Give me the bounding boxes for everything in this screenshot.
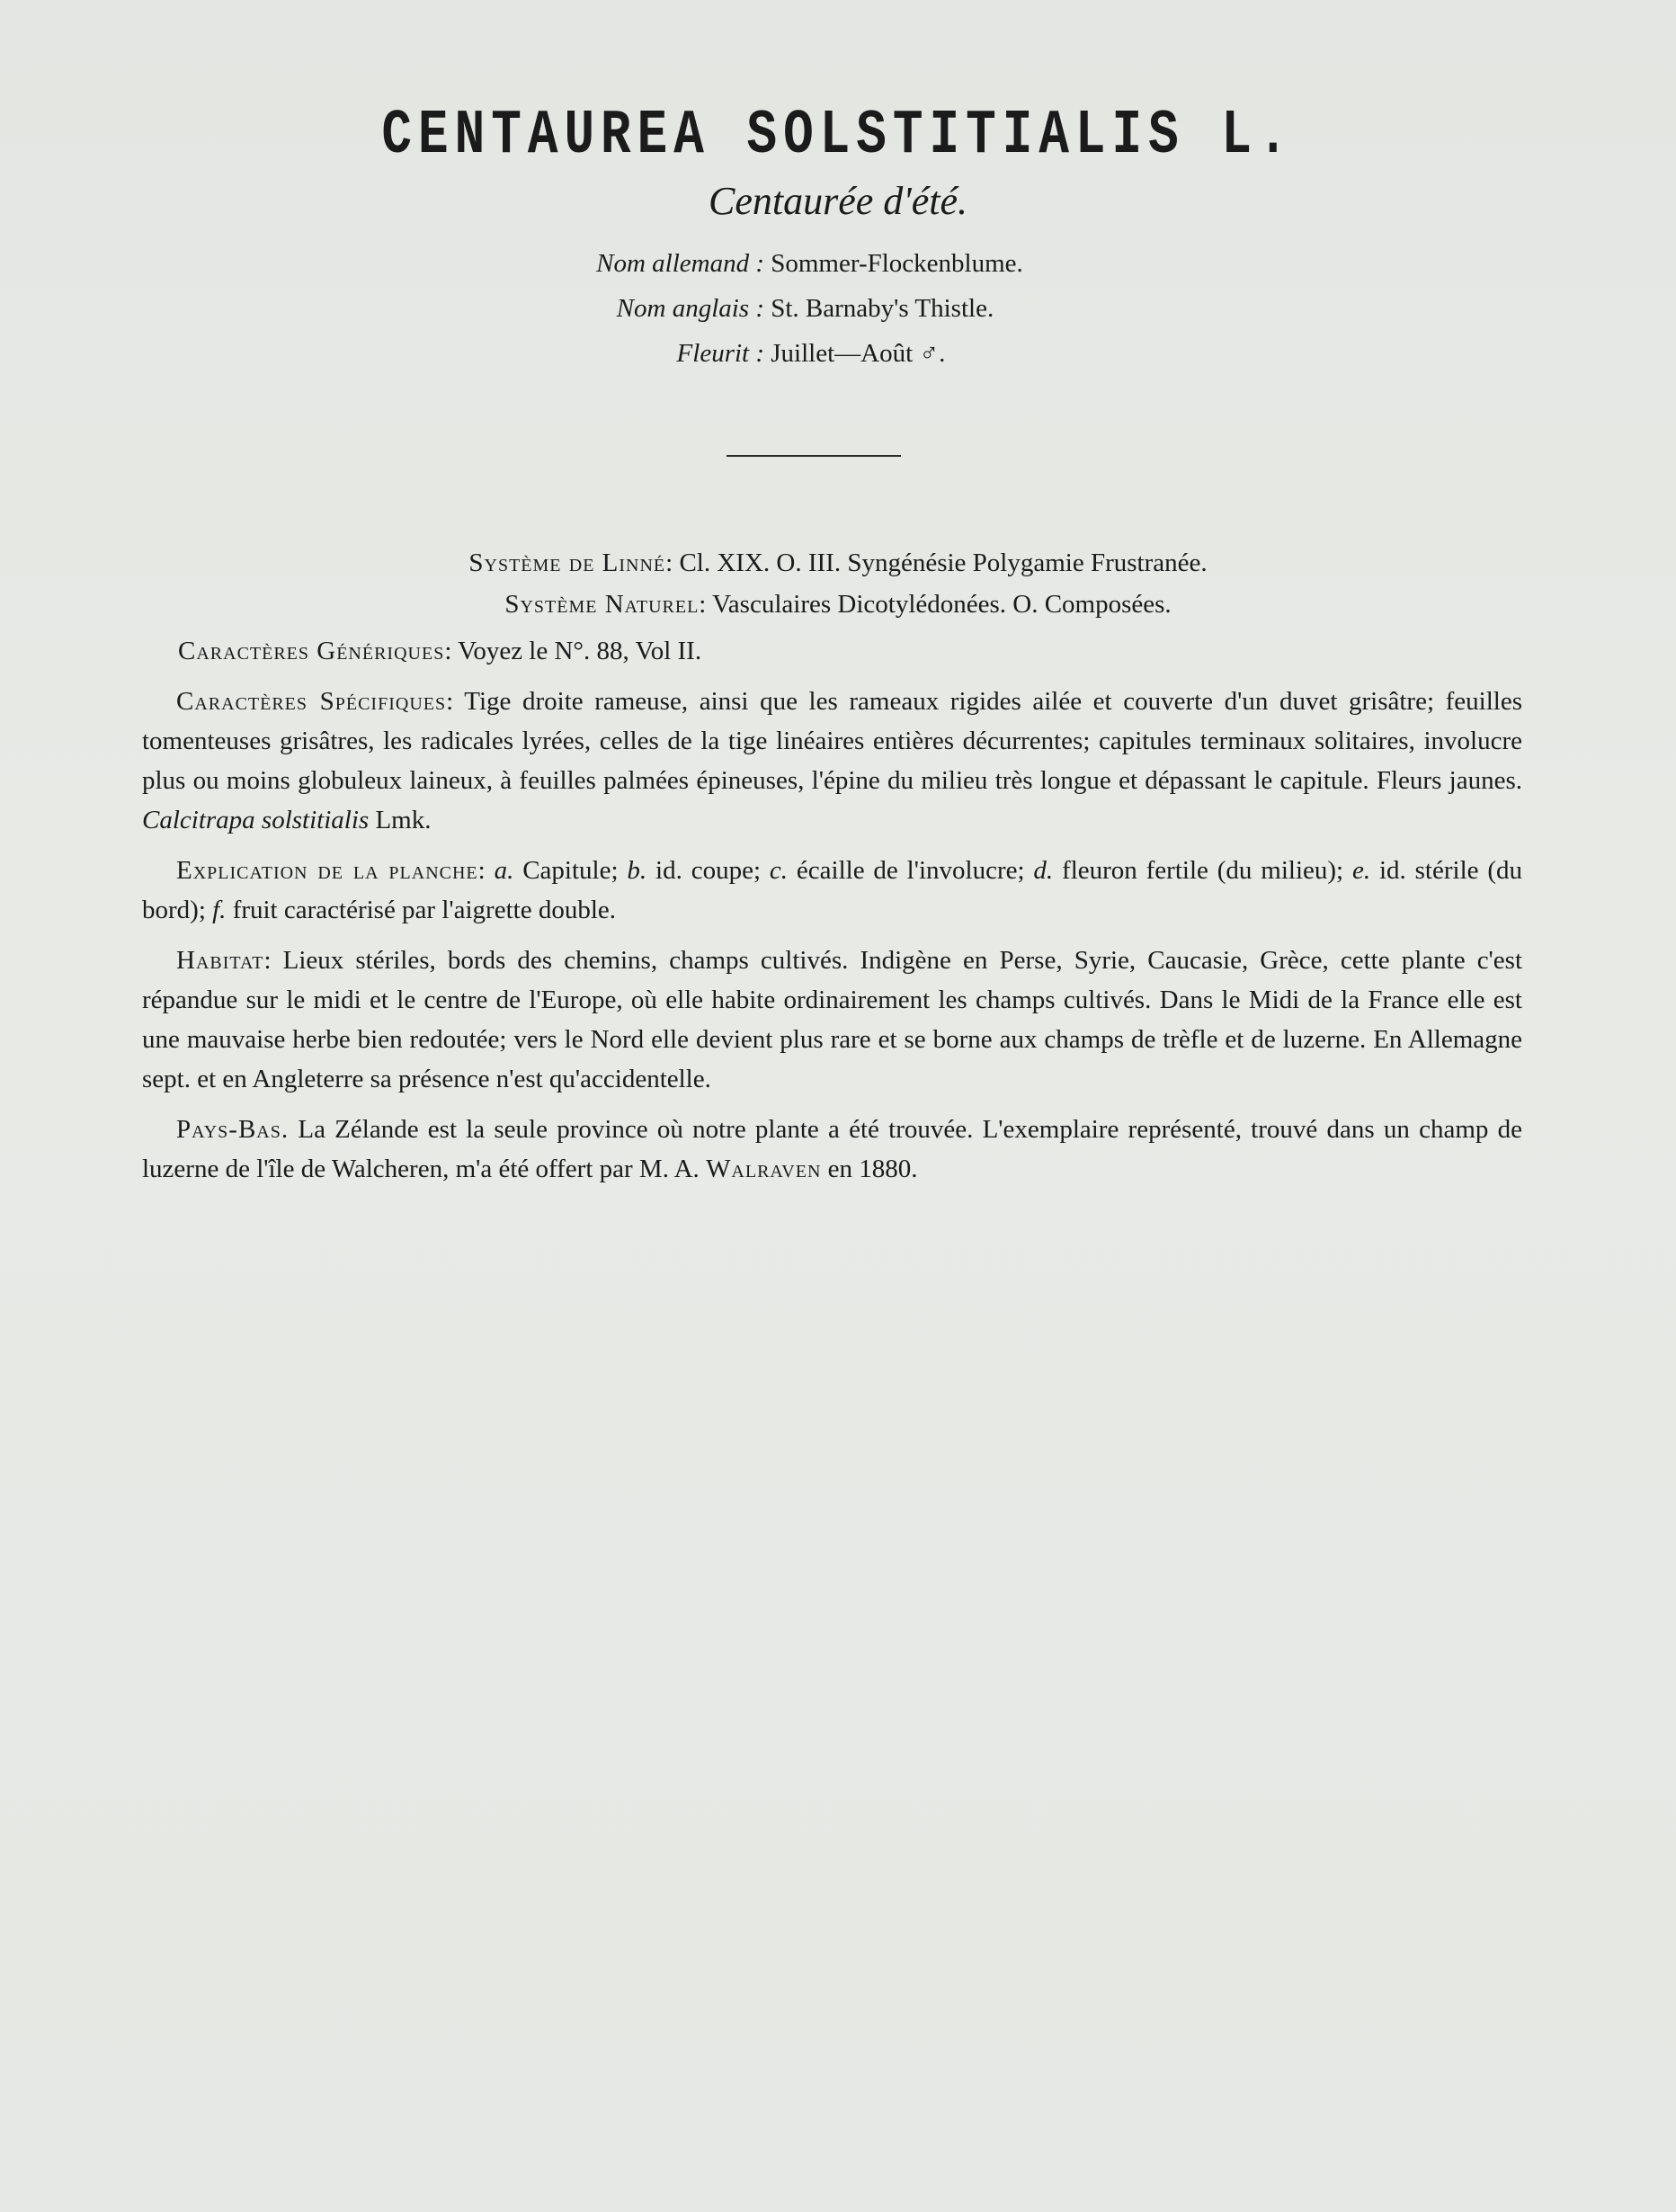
divider-rule [727, 455, 901, 457]
system-linne [0, 549, 1676, 578]
page-subtitle: Centaurée d'été. [709, 179, 967, 223]
explication-c: c. [769, 856, 789, 885]
generiques-text: : Voyez le N°. 88, Vol II. [444, 637, 702, 665]
explication-d-text: fleuron fertile (du milieu); [1062, 856, 1344, 885]
paysbas-name: Walraven [706, 1155, 822, 1183]
paysbas-text: La Zélande est la seule province où notre plante a été trouvée. L'exemplaire représenté, trouvé dans un champ de luzerne de l'île de Walcheren, m'a été offert par M. A. [142, 1115, 1523, 1183]
flowering-label: Fleurit : [676, 339, 764, 368]
paysbas-end: en 1880. [827, 1155, 918, 1183]
name-row-english [504, 286, 1313, 331]
specifiques-synonym: Calcitrapa solstitialis [142, 806, 370, 834]
system-naturel-label: Système Naturel [504, 590, 700, 619]
explication-b: b. [627, 856, 647, 885]
paragraph-explication: Explication de la planche: a. Capitule; b. id. coupe; c. écaille de l'involucre; d. fleuron fertile (du milieu); e. id. stérile (du bord); f. fruit caractérisé par l'aigrette double. [142, 856, 1523, 924]
specifiques-label: Caractères Spécifiques [176, 687, 447, 716]
explication-label: Explication de la planche [176, 856, 478, 885]
system-naturel-text: : Vasculaires Dicotylédonées. O. Composées. [699, 590, 1172, 619]
habitat-label: Habitat [176, 946, 264, 975]
paysbas-label: Pays-Bas. [176, 1115, 290, 1144]
description-body [142, 631, 1522, 1200]
flowering-value: Juillet—Août ♂. [771, 339, 946, 368]
explication-d: d. [1033, 856, 1054, 885]
german-name-label: Nom allemand : [596, 249, 764, 278]
system-naturel [0, 590, 1676, 620]
paragraph-specifiques [142, 682, 1522, 840]
generiques-label: Caractères Génériques [178, 637, 445, 665]
page-title: CENTAUREA SOLSTITIALIS L. [381, 99, 1295, 171]
explication-b-text: id. coupe; [655, 856, 762, 885]
explication-e: e. [1351, 856, 1371, 885]
paragraph-paysbas [142, 1110, 1522, 1189]
system-linne-text: : Cl. XIX. O. III. Syngénésie Polygamie Frustranée. [665, 549, 1208, 577]
name-row-german [504, 241, 1313, 286]
explication-a: a. [494, 856, 514, 885]
german-name-value: Sommer-Flockenblume. [771, 249, 1023, 278]
name-row-flowering [504, 331, 1313, 376]
english-name-value: St. Barnaby's Thistle. [771, 294, 994, 323]
common-names [504, 241, 1313, 376]
explication-f-text: fruit caractérisé par l'aigrette double. [232, 896, 616, 924]
system-linne-label: Système de Linné [468, 549, 666, 577]
explication-c-text: écaille de l'involucre; [796, 856, 1025, 885]
explication-f: f. [212, 896, 227, 924]
specifiques-author: Lmk. [375, 806, 432, 834]
specifiques-text: : Tige droite rameuse, ainsi que les rameaux rigides ailée et couverte d'un duvet grisâtre; feuilles tomenteuses grisâtres, les radicales lyrées, celles de la tige linéaires entières décurrentes; capitules terminaux solitaires, involucre plus ou moins globuleux laineux, à feuilles palmées épineuses, l'épine du milieu très longue et dépassant le capitule. Fleurs jaunes. [142, 687, 1522, 795]
explication-e-text: id. stérile (du bord); [142, 856, 1523, 924]
paragraph-habitat [142, 941, 1522, 1099]
explication-a-text: Capitule; [522, 856, 619, 885]
habitat-text: : Lieux stériles, bords des chemins, champs cultivés. Indigène en Perse, Syrie, Caucasie, Grèce, cette plante c'est répandue sur le midi et le centre de l'Europe, où elle habite ordinairement les champs cultivés. Dans le Midi de la France elle est une mauvaise herbe bien redoutée; vers le Nord elle devient plus rare et se borne aux champs de trèfle et de luzerne. En Allemagne sept. et en Angleterre sa présence n'est qu'accidentelle. [142, 946, 1522, 1093]
paragraph-generiques [142, 631, 1522, 671]
english-name-label: Nom anglais : [616, 294, 764, 323]
